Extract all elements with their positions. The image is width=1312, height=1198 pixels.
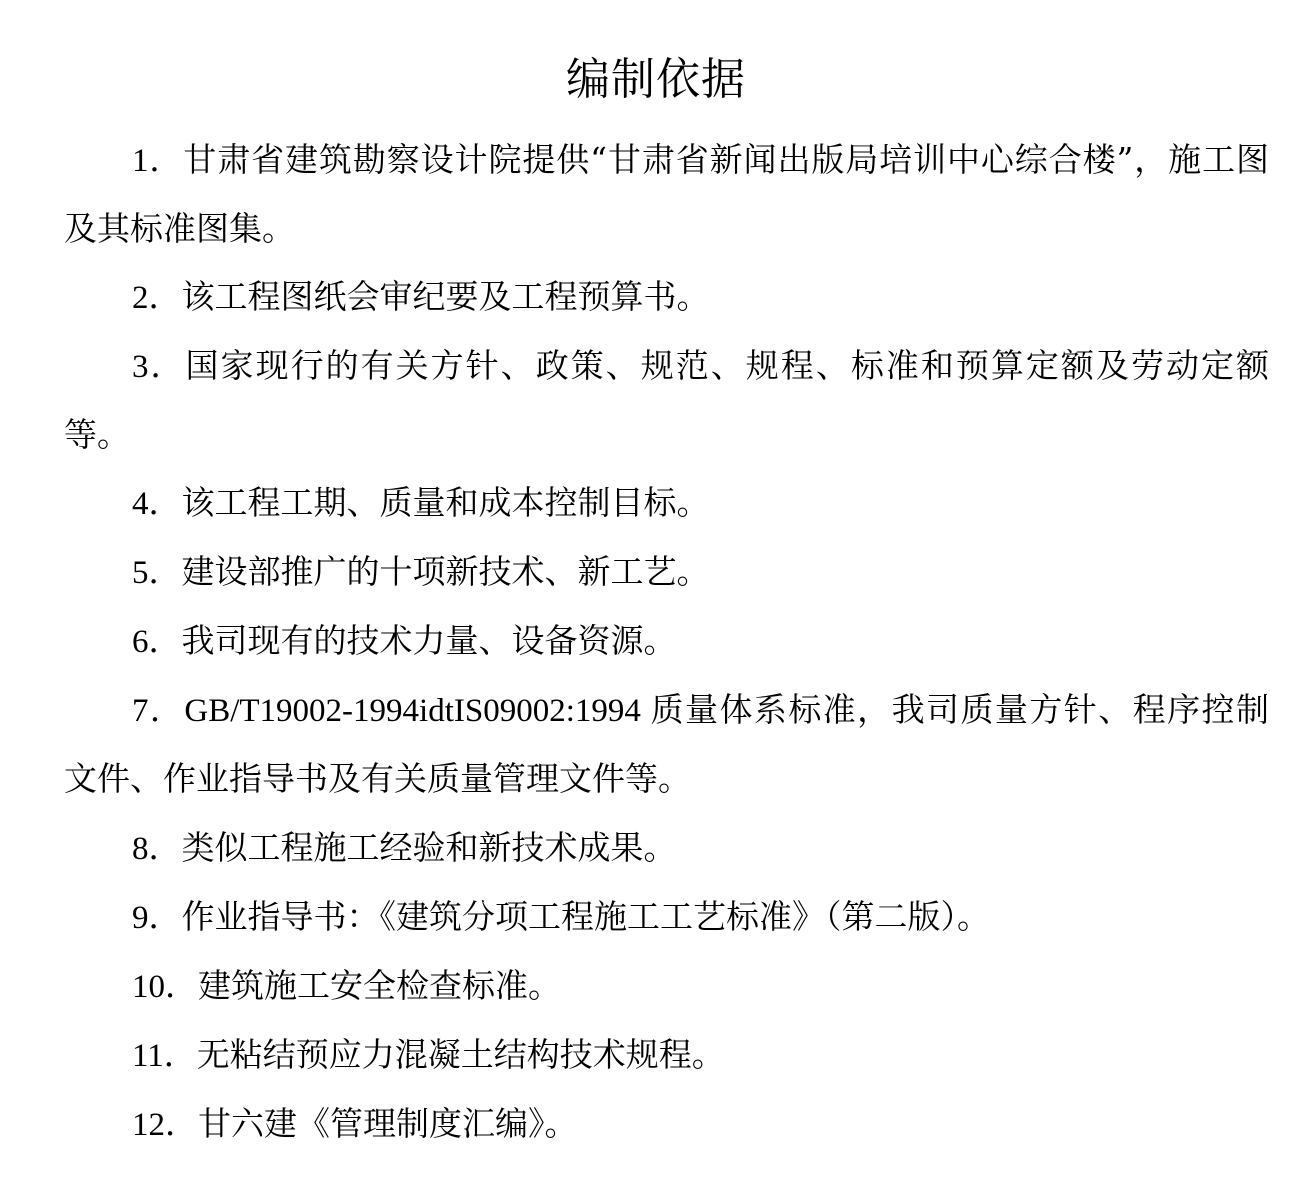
list-item bbox=[64, 332, 1269, 469]
list-item bbox=[64, 263, 1269, 332]
item-number: 4． bbox=[132, 486, 182, 522]
list-item bbox=[64, 1021, 1269, 1090]
list-item bbox=[64, 1090, 1269, 1159]
basis-list bbox=[64, 126, 1269, 1159]
item-number: 12． bbox=[132, 1107, 198, 1143]
item-number: 10． bbox=[132, 969, 198, 1005]
list-item bbox=[64, 126, 1269, 263]
list-item bbox=[64, 676, 1269, 814]
item-text: 甘六建《管理制度汇编》。 bbox=[198, 1104, 578, 1143]
item-number: 5． bbox=[132, 555, 182, 591]
item-text: 作业指导书：《建筑分项工程施工工艺标准》（第二版）。 bbox=[181, 897, 990, 936]
item-number: 8． bbox=[132, 831, 182, 867]
item-number: 2． bbox=[132, 280, 182, 316]
item-number: 9． bbox=[132, 900, 182, 936]
item-text: 建筑施工安全检查标准。 bbox=[198, 966, 561, 1005]
item-number: 1． bbox=[132, 143, 184, 179]
page-title: 编制依据 bbox=[566, 54, 746, 105]
item-number: 7． bbox=[132, 693, 185, 729]
item-text: 该工程图纸会审纪要及工程预算书。 bbox=[181, 277, 710, 316]
item-text: 国家现行的有关方针、政策、规范、规程、标准和预算定额及劳动定额等。 bbox=[64, 346, 1269, 454]
item-text: 我司现有的技术力量、设备资源。 bbox=[181, 621, 677, 660]
item-text: 该工程工期、质量和成本控制目标。 bbox=[181, 483, 710, 522]
item-text: 类似工程施工经验和新技术成果。 bbox=[181, 828, 677, 867]
list-item bbox=[64, 883, 1269, 952]
item-number: 11． bbox=[132, 1038, 197, 1074]
item-number: 6． bbox=[132, 624, 182, 660]
item-text: 无粘结预应力混凝土结构技术规程。 bbox=[196, 1035, 725, 1074]
list-item bbox=[64, 469, 1269, 538]
list-item bbox=[64, 538, 1269, 607]
item-text: GB/T19002-1994idtIS09002:1994 质量体系标准，我司质量方针、程序控制文件、作业指导书及有关质量管理文件等。 bbox=[64, 693, 1269, 798]
item-text: 建设部推广的十项新技术、新工艺。 bbox=[181, 552, 710, 591]
list-item bbox=[64, 814, 1269, 883]
item-number: 3． bbox=[132, 349, 186, 385]
list-item bbox=[64, 607, 1269, 676]
list-item bbox=[64, 952, 1269, 1021]
item-text: 甘肃省建筑勘察设计院提供“甘肃省新闻出版局培训中心综合楼”，施工图及其标准图集。 bbox=[64, 140, 1269, 248]
